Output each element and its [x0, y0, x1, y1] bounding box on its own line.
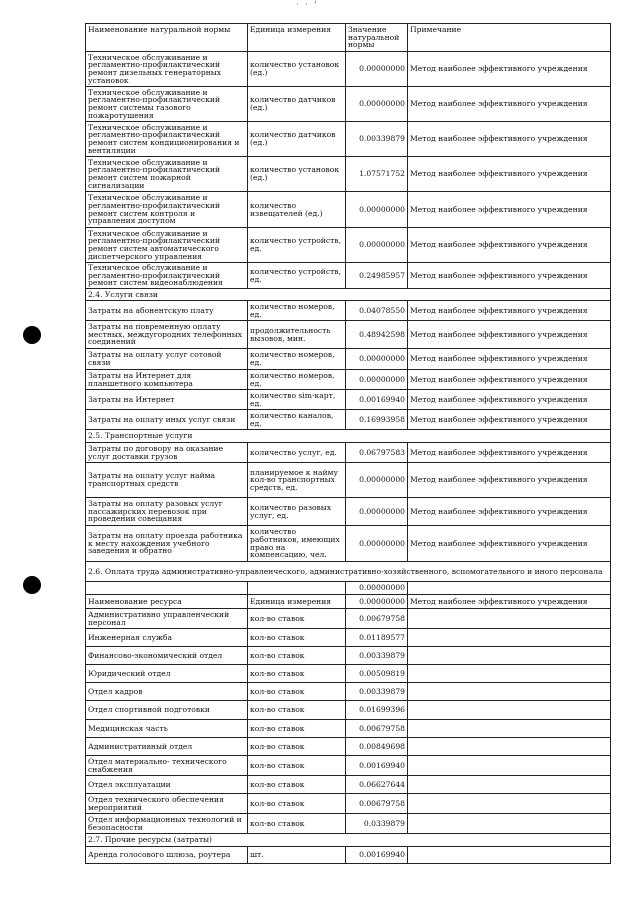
- value-cell: 0.00849698: [346, 738, 408, 756]
- value-cell: 1.07571752: [346, 157, 408, 192]
- table-row: [86, 701, 611, 720]
- table-row: [86, 370, 611, 390]
- value-cell: 0.00000000: [346, 595, 408, 609]
- value-cell: 0.24985957: [346, 263, 408, 289]
- unit-cell: количество установок (ед.): [248, 157, 346, 192]
- section-row: [86, 562, 611, 582]
- note-cell: Метод наиболее эффективного учреждения: [408, 87, 611, 122]
- scan-mark: · · ': [296, 0, 319, 9]
- resource-name: Техническое обслуживание и регламентно-профилактический ремонт систем контроля и управления доступом: [86, 192, 248, 228]
- value-cell: 0.00000000: [346, 526, 408, 562]
- note-cell: [408, 647, 611, 665]
- table-row: [86, 665, 611, 683]
- unit-cell: количество каналов, ед.: [248, 410, 346, 430]
- value-cell: 0.00679758: [346, 720, 408, 738]
- table-row: [86, 683, 611, 701]
- unit-cell: количество номеров, ед.: [248, 349, 346, 370]
- value-cell: 0.00509819: [346, 665, 408, 683]
- header-note: Примечание: [408, 24, 611, 52]
- resource-name: Техническое обслуживание и регламентно-профилактический ремонт системы газового пожаротушения: [86, 87, 248, 122]
- note-cell: [408, 814, 611, 834]
- unit-cell: количество датчиков (ед.): [248, 122, 346, 157]
- resource-name: Отдел эксплуатации: [86, 776, 248, 794]
- note-cell: [408, 776, 611, 794]
- resource-name: Техническое обслуживание и регламентно-профилактический ремонт систем автоматического диспетчерского управления: [86, 228, 248, 263]
- note-cell: Метод наиболее эффективного учреждения: [408, 52, 611, 87]
- note-cell: [408, 629, 611, 647]
- table-row: [86, 498, 611, 526]
- resource-name: Затраты на оплату услуг найма транспортных средств: [86, 463, 248, 498]
- note-cell: Метод наиболее эффективного учреждения: [408, 410, 611, 430]
- unit-cell: планируемое к найму кол-во транспортных средств, ед.: [248, 463, 346, 498]
- unit-cell: количество услуг, ед.: [248, 443, 346, 463]
- table-row: [86, 349, 611, 370]
- table-row: [86, 321, 611, 349]
- resource-name: Техническое обслуживание и регламентно-профилактический ремонт дизельных генераторных установок: [86, 52, 248, 87]
- unit-cell: кол-во ставок: [248, 665, 346, 683]
- resource-name: Затраты на оплату услуг сотовой связи: [86, 349, 248, 370]
- note-cell: Метод наиболее эффективного учреждения: [408, 228, 611, 263]
- unit-cell: количество датчиков (ед.): [248, 87, 346, 122]
- table-row: [86, 756, 611, 776]
- table-row: [86, 647, 611, 665]
- note-cell: [408, 720, 611, 738]
- resource-name: Финансово-экономический отдел: [86, 647, 248, 665]
- value-cell: 0.00339879: [346, 122, 408, 157]
- section-title: 2.6. Оплата труда административно-управленческого, административно-хозяйственного, вспомогательного и иного персонала: [86, 562, 611, 582]
- resource-name: Административно управленческий персонал: [86, 609, 248, 629]
- value-cell: 0.00339879: [346, 647, 408, 665]
- resource-name: Затраты на Интернет: [86, 390, 248, 410]
- section-title: 2.4. Услуги связи: [86, 289, 611, 301]
- table-row: [86, 609, 611, 629]
- value-cell: 0.00169940: [346, 756, 408, 776]
- table-row: [86, 192, 611, 228]
- resource-name: Отдел технического обеспечения мероприятий: [86, 794, 248, 814]
- note-cell: Метод наиболее эффективного учреждения: [408, 498, 611, 526]
- value-cell: 0.00679758: [346, 609, 408, 629]
- table-row: [86, 443, 611, 463]
- resource-name: Техническое обслуживание и регламентно-профилактический ремонт систем пожарной сигнализации: [86, 157, 248, 192]
- section-title: 2.5. Транспортные услуги: [86, 430, 611, 443]
- table-row: [86, 526, 611, 562]
- value-cell: 0.00000000: [346, 52, 408, 87]
- unit-cell: количество разовых услуг, ед.: [248, 498, 346, 526]
- resource-name: Техническое обслуживание и регламентно-профилактический ремонт систем кондиционирования и вентиляции: [86, 122, 248, 157]
- note-cell: Метод наиболее эффективного учреждения: [408, 349, 611, 370]
- table-row: [86, 301, 611, 321]
- note-cell: [408, 738, 611, 756]
- unit-cell: кол-во ставок: [248, 647, 346, 665]
- note-cell: Метод наиболее эффективного учреждения: [408, 122, 611, 157]
- note-cell: Метод наиболее эффективного учреждения: [408, 370, 611, 390]
- value-cell: 0.00000000: [346, 349, 408, 370]
- resource-name: Отдел информационных технологий и безопасности: [86, 814, 248, 834]
- unit-cell: кол-во ставок: [248, 683, 346, 701]
- note-cell: [408, 609, 611, 629]
- resource-name: Аренда голосового шлюза, роутера: [86, 847, 248, 864]
- note-cell: [408, 701, 611, 720]
- unit-cell: кол-во ставок: [248, 629, 346, 647]
- norms-table: [85, 23, 611, 864]
- value-cell: 0.16993958: [346, 410, 408, 430]
- table-row: [86, 463, 611, 498]
- resource-name: Отдел кадров: [86, 683, 248, 701]
- resource-name: Медицинская часть: [86, 720, 248, 738]
- unit-cell: кол-во ставок: [248, 609, 346, 629]
- table-row: [86, 720, 611, 738]
- value-cell: 0.00000000: [346, 192, 408, 228]
- table-row: [86, 390, 611, 410]
- note-cell: Метод наиболее эффективного учреждения: [408, 463, 611, 498]
- note-cell: [408, 847, 611, 864]
- table-row: [86, 122, 611, 157]
- unit-cell: количество устройств, ед.: [248, 228, 346, 263]
- table-row: [86, 52, 611, 87]
- section-row: [86, 289, 611, 301]
- value-cell: 0.00339879: [346, 683, 408, 701]
- resource-name: Затраты на оплату проезда работника к месту нахождения учебного заведения и обратно: [86, 526, 248, 562]
- value-cell: 0.48942598: [346, 321, 408, 349]
- unit-cell: продолжительность вызовов, мин.: [248, 321, 346, 349]
- value-cell: 0.01189577: [346, 629, 408, 647]
- note-cell: Метод наиболее эффективного учреждения: [408, 595, 611, 609]
- resource-name: Затраты на оплату иных услуг связи: [86, 410, 248, 430]
- table-row: [86, 776, 611, 794]
- value-cell: 0.01699396: [346, 701, 408, 720]
- note-cell: [408, 683, 611, 701]
- note-cell: [408, 665, 611, 683]
- unit-cell: количество устройств, ед.: [248, 263, 346, 289]
- table-row: [86, 814, 611, 834]
- table-header-row: [86, 24, 611, 52]
- resource-name: Административный отдел: [86, 738, 248, 756]
- table-row: [86, 847, 611, 864]
- value-cell: 0.00169940: [346, 390, 408, 410]
- resource-name: Отдел спортивной подготовки: [86, 701, 248, 720]
- table-row: [86, 738, 611, 756]
- note-cell: Метод наиболее эффективного учреждения: [408, 157, 611, 192]
- table-row: [86, 629, 611, 647]
- value-cell: 0.00000000: [346, 87, 408, 122]
- header-name: Наименование натуральной нормы: [86, 24, 248, 52]
- table-row: [86, 794, 611, 814]
- note-cell: Метод наиболее эффективного учреждения: [408, 301, 611, 321]
- resource-name: Затраты на оплату разовых услуг пассажирских перевозок при проведении совещания: [86, 498, 248, 526]
- unit-cell: количество извещателей (ед.): [248, 192, 346, 228]
- table-row: [86, 582, 611, 595]
- section-row: [86, 834, 611, 847]
- resource-name: Наименование ресурса: [86, 595, 248, 609]
- resource-name: Отдел материально- технического снабжения: [86, 756, 248, 776]
- unit-cell: кол-во ставок: [248, 720, 346, 738]
- value-cell: 0.00679758: [346, 794, 408, 814]
- unit-cell: кол-во ставок: [248, 814, 346, 834]
- note-cell: Метод наиболее эффективного учреждения: [408, 263, 611, 289]
- table-row: [86, 595, 611, 609]
- unit-cell: кол-во ставок: [248, 701, 346, 720]
- unit-cell: количество установок (ед.): [248, 52, 346, 87]
- unit-cell: [248, 582, 346, 595]
- unit-cell: шт.: [248, 847, 346, 864]
- note-cell: Метод наиболее эффективного учреждения: [408, 526, 611, 562]
- section-row: [86, 430, 611, 443]
- table-row: [86, 228, 611, 263]
- resource-name: Инженерная служба: [86, 629, 248, 647]
- unit-cell: количество номеров, ед.: [248, 370, 346, 390]
- value-cell: 0.00000000: [346, 498, 408, 526]
- header-unit: Единица измерения: [248, 24, 346, 52]
- note-cell: Метод наиболее эффективного учреждения: [408, 192, 611, 228]
- note-cell: Метод наиболее эффективного учреждения: [408, 321, 611, 349]
- unit-cell: количество sim-карт, ед.: [248, 390, 346, 410]
- table-row: [86, 87, 611, 122]
- note-cell: [408, 582, 611, 595]
- value-cell: 0.00169940: [346, 847, 408, 864]
- resource-name: Затраты по договору на оказание услуг доставки грузов: [86, 443, 248, 463]
- table-row: [86, 410, 611, 430]
- note-cell: Метод наиболее эффективного учреждения: [408, 390, 611, 410]
- value-cell: 0.00000000: [346, 582, 408, 595]
- unit-cell: кол-во ставок: [248, 794, 346, 814]
- value-cell: 0.00000000: [346, 370, 408, 390]
- note-cell: Метод наиболее эффективного учреждения: [408, 443, 611, 463]
- resource-name: [86, 582, 248, 595]
- header-value: Значение натуральной нормы: [346, 24, 408, 52]
- table-row: [86, 263, 611, 289]
- resource-name: Затраты на абонентскую плату: [86, 301, 248, 321]
- value-cell: 0.04078550: [346, 301, 408, 321]
- unit-cell: кол-во ставок: [248, 776, 346, 794]
- value-cell: 0.00000000: [346, 228, 408, 263]
- unit-cell: количество работников, имеющих право на компенсацию, чел.: [248, 526, 346, 562]
- hole-punch-mark: [23, 326, 41, 344]
- value-cell: 0.0339879: [346, 814, 408, 834]
- table-row: [86, 157, 611, 192]
- unit-cell: Единица измерения: [248, 595, 346, 609]
- note-cell: [408, 794, 611, 814]
- unit-cell: кол-во ставок: [248, 738, 346, 756]
- resource-name: Юридический отдел: [86, 665, 248, 683]
- hole-punch-mark: [23, 576, 41, 594]
- resource-name: Затраты на повременную оплату местных, междугородних телефонных соединений: [86, 321, 248, 349]
- resource-name: Затраты на Интернет для планшетного компьютера: [86, 370, 248, 390]
- unit-cell: кол-во ставок: [248, 756, 346, 776]
- value-cell: 0.06627644: [346, 776, 408, 794]
- resource-name: Техническое обслуживание и регламентно-профилактический ремонт систем видеонаблюдения: [86, 263, 248, 289]
- section-title: 2.7. Прочие ресурсы (затраты): [86, 834, 611, 847]
- unit-cell: количество номеров, ед.: [248, 301, 346, 321]
- value-cell: 0.06797583: [346, 443, 408, 463]
- note-cell: [408, 756, 611, 776]
- value-cell: 0.00000000: [346, 463, 408, 498]
